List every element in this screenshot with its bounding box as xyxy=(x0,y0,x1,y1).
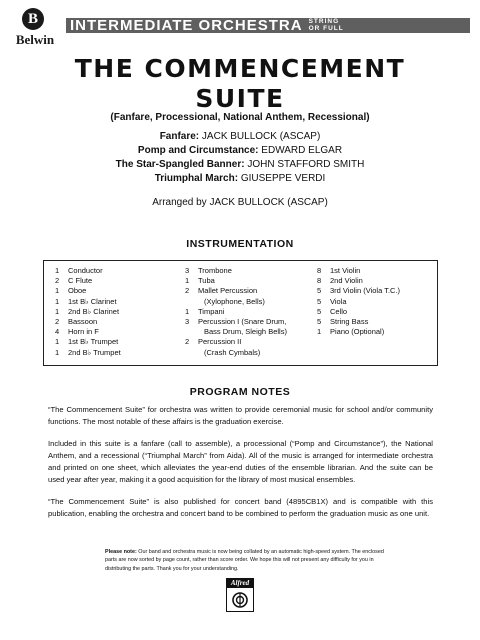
series-subtitle xyxy=(309,19,344,32)
part-count: 1 xyxy=(185,276,190,286)
instrument-name: Tuba xyxy=(198,276,215,286)
part-count: 1 xyxy=(55,266,60,275)
part-count xyxy=(185,348,198,358)
instrument-name: (Crash Cymbals) xyxy=(204,347,261,357)
subtitle: (Fanfare, Processional, National Anthem, Recessional) xyxy=(110,112,370,123)
part-count: 5 xyxy=(317,296,322,306)
instrument-name: String Bass xyxy=(330,317,369,327)
instrument-row xyxy=(55,317,185,327)
instrument-row xyxy=(185,307,320,317)
part-count: 8 xyxy=(317,266,322,275)
credit-label: The Star-Spangled Banner: xyxy=(115,159,245,170)
program-note-paragraph: “The Commencement Suite” is also published for concert band (4895CB1X) and is compatible with this publication, enabling the orchestra and concert band to be combined to perform the graduation music as one unit. xyxy=(48,497,433,518)
credit-line xyxy=(0,130,480,144)
instrument-name: 1st B♭ Clarinet xyxy=(68,296,117,306)
part-count: 1 xyxy=(317,327,322,337)
instrumentation-heading: INSTRUMENTATION xyxy=(186,238,294,250)
instrument-row xyxy=(185,337,320,347)
belwin-logo-word: Belwin xyxy=(15,32,55,47)
alfred-logo xyxy=(226,578,254,612)
collation-note-text: Our band and orchestra music is now being collated by an automatic high-speed system. The enclosed parts are now sorted by page count, rather than score order. We hope this will not present any difficulty for you in distributing the parts. Thank you for your understanding. xyxy=(105,549,384,572)
part-count: 2 xyxy=(185,337,190,347)
part-count: 8 xyxy=(317,276,322,286)
credit-name: JOHN STAFFORD SMITH xyxy=(247,159,365,170)
instrument-name: Horn in F xyxy=(68,327,99,337)
program-note-paragraph: Included in this suite is a fanfare (call to assemble), a processional (“Pomp and Circumstance”), the National Anthem, and a recessional (“Triumphal March” from Aida). All of the music is arranged for intermediate orchestra and printed on one sheet, which alleviates the year-end duties of the ensemble librarian. And the suite can be used year after year, making it a good acquisition for the library of most musical ensembles. xyxy=(48,439,433,484)
series-sub-bottom: OR FULL xyxy=(308,24,344,32)
part-count: 5 xyxy=(317,286,322,296)
instrument-name: Bass Drum, Sleigh Bells) xyxy=(204,327,287,337)
arranger-credit: Arranged by JACK BULLOCK (ASCAP) xyxy=(152,197,328,208)
instrument-name: 1st Violin xyxy=(330,266,361,275)
series-banner xyxy=(66,18,470,33)
instrument-row xyxy=(55,266,185,276)
credit-name: EDWARD ELGAR xyxy=(261,145,343,156)
instrument-row xyxy=(317,297,437,307)
instrument-row xyxy=(55,327,185,337)
instrument-row xyxy=(55,297,185,307)
instrument-row xyxy=(317,266,437,276)
instrument-name: Percussion I (Snare Drum, xyxy=(198,317,287,327)
belwin-logo-mark: B xyxy=(22,8,44,30)
part-count: 1 xyxy=(185,306,190,316)
alfred-logo-word: Alfred xyxy=(226,578,254,587)
title-line-1: THE COMMENCEMENT xyxy=(74,54,406,83)
instrument-name: Percussion II xyxy=(198,337,242,347)
part-count: 1 xyxy=(55,337,60,347)
credit-label: Fanfare: xyxy=(159,131,200,142)
series-sub-top: STRING xyxy=(308,18,340,25)
instrument-name: Viola xyxy=(330,296,347,306)
instrument-row xyxy=(185,348,320,358)
credit-line xyxy=(0,144,480,158)
alfred-emblem-icon xyxy=(231,591,249,609)
instrumentation-column-2 xyxy=(185,266,320,358)
credit-name: JACK BULLOCK (ASCAP) xyxy=(201,131,321,142)
instrument-row xyxy=(55,348,185,358)
collation-note-label: Please note: xyxy=(105,549,137,555)
instrument-name: 2nd B♭ Trumpet xyxy=(68,347,121,357)
instrument-row xyxy=(185,297,320,307)
instrument-name: Bassoon xyxy=(68,317,98,327)
instrument-name: Conductor xyxy=(68,266,103,275)
instrument-name: Piano (Optional) xyxy=(330,327,385,337)
instrument-row xyxy=(317,317,437,327)
instrument-row xyxy=(317,307,437,317)
instrumentation-column-3 xyxy=(317,266,437,337)
instrument-row xyxy=(55,276,185,286)
instrumentation-box xyxy=(43,260,438,366)
credit-label: Triumphal March: xyxy=(154,173,239,184)
program-note-paragraph: “The Commencement Suite” for orchestra was written to provide ceremonial music for school and/or community functions. The most notable of these affairs is the graduation exercise. xyxy=(48,405,433,426)
instrument-name: Cello xyxy=(330,306,348,316)
instrument-name: 2nd B♭ Clarinet xyxy=(68,306,120,316)
credit-line xyxy=(0,158,480,172)
instrument-row xyxy=(185,286,320,296)
part-count: 2 xyxy=(55,317,60,327)
instrument-name: Trombone xyxy=(198,266,232,275)
instrument-row xyxy=(55,307,185,317)
part-count: 1 xyxy=(55,306,60,316)
instrument-row xyxy=(317,327,437,337)
instrument-name: Timpani xyxy=(198,306,225,316)
instrument-name: (Xylophone, Bells) xyxy=(204,296,265,306)
program-notes-heading: PROGRAM NOTES xyxy=(189,386,291,398)
instrument-name: 3rd Violin (Viola T.C.) xyxy=(330,286,401,296)
instrument-name: Oboe xyxy=(68,286,87,296)
instrumentation-column-1 xyxy=(55,266,185,358)
part-count xyxy=(185,297,198,307)
part-count: 1 xyxy=(55,347,60,357)
program-notes xyxy=(48,404,433,530)
part-count: 1 xyxy=(55,286,60,296)
instrument-row xyxy=(317,276,437,286)
collation-note xyxy=(105,548,390,573)
part-count: 2 xyxy=(185,286,190,296)
instrument-name: 2nd Violin xyxy=(330,276,363,286)
instrument-row xyxy=(185,317,320,327)
part-count: 5 xyxy=(317,317,322,327)
part-count: 2 xyxy=(55,276,60,286)
instrument-row xyxy=(185,266,320,276)
credit-line xyxy=(0,172,480,186)
instrument-name: 1st B♭ Trumpet xyxy=(68,337,119,347)
instrument-row xyxy=(185,276,320,286)
part-count: 3 xyxy=(185,266,190,275)
instrument-name: Mallet Percussion xyxy=(198,286,258,296)
credit-label: Pomp and Circumstance: xyxy=(137,145,259,156)
alfred-logo-mark xyxy=(226,587,254,612)
part-count: 4 xyxy=(55,327,60,337)
instrument-name: C Flute xyxy=(68,276,93,286)
composer-credits xyxy=(0,130,480,186)
part-count xyxy=(185,327,198,337)
credit-name: GIUSEPPE VERDI xyxy=(240,173,326,184)
instrument-row xyxy=(55,337,185,347)
part-count: 1 xyxy=(55,296,60,306)
instrument-row xyxy=(317,286,437,296)
part-count: 3 xyxy=(185,317,190,327)
title-line-2: SUITE xyxy=(195,84,285,113)
instrument-row xyxy=(55,286,185,296)
part-count: 5 xyxy=(317,306,322,316)
instrument-row xyxy=(185,327,320,337)
belwin-logo xyxy=(4,8,66,54)
series-title: INTERMEDIATE ORCHESTRA xyxy=(70,17,303,34)
